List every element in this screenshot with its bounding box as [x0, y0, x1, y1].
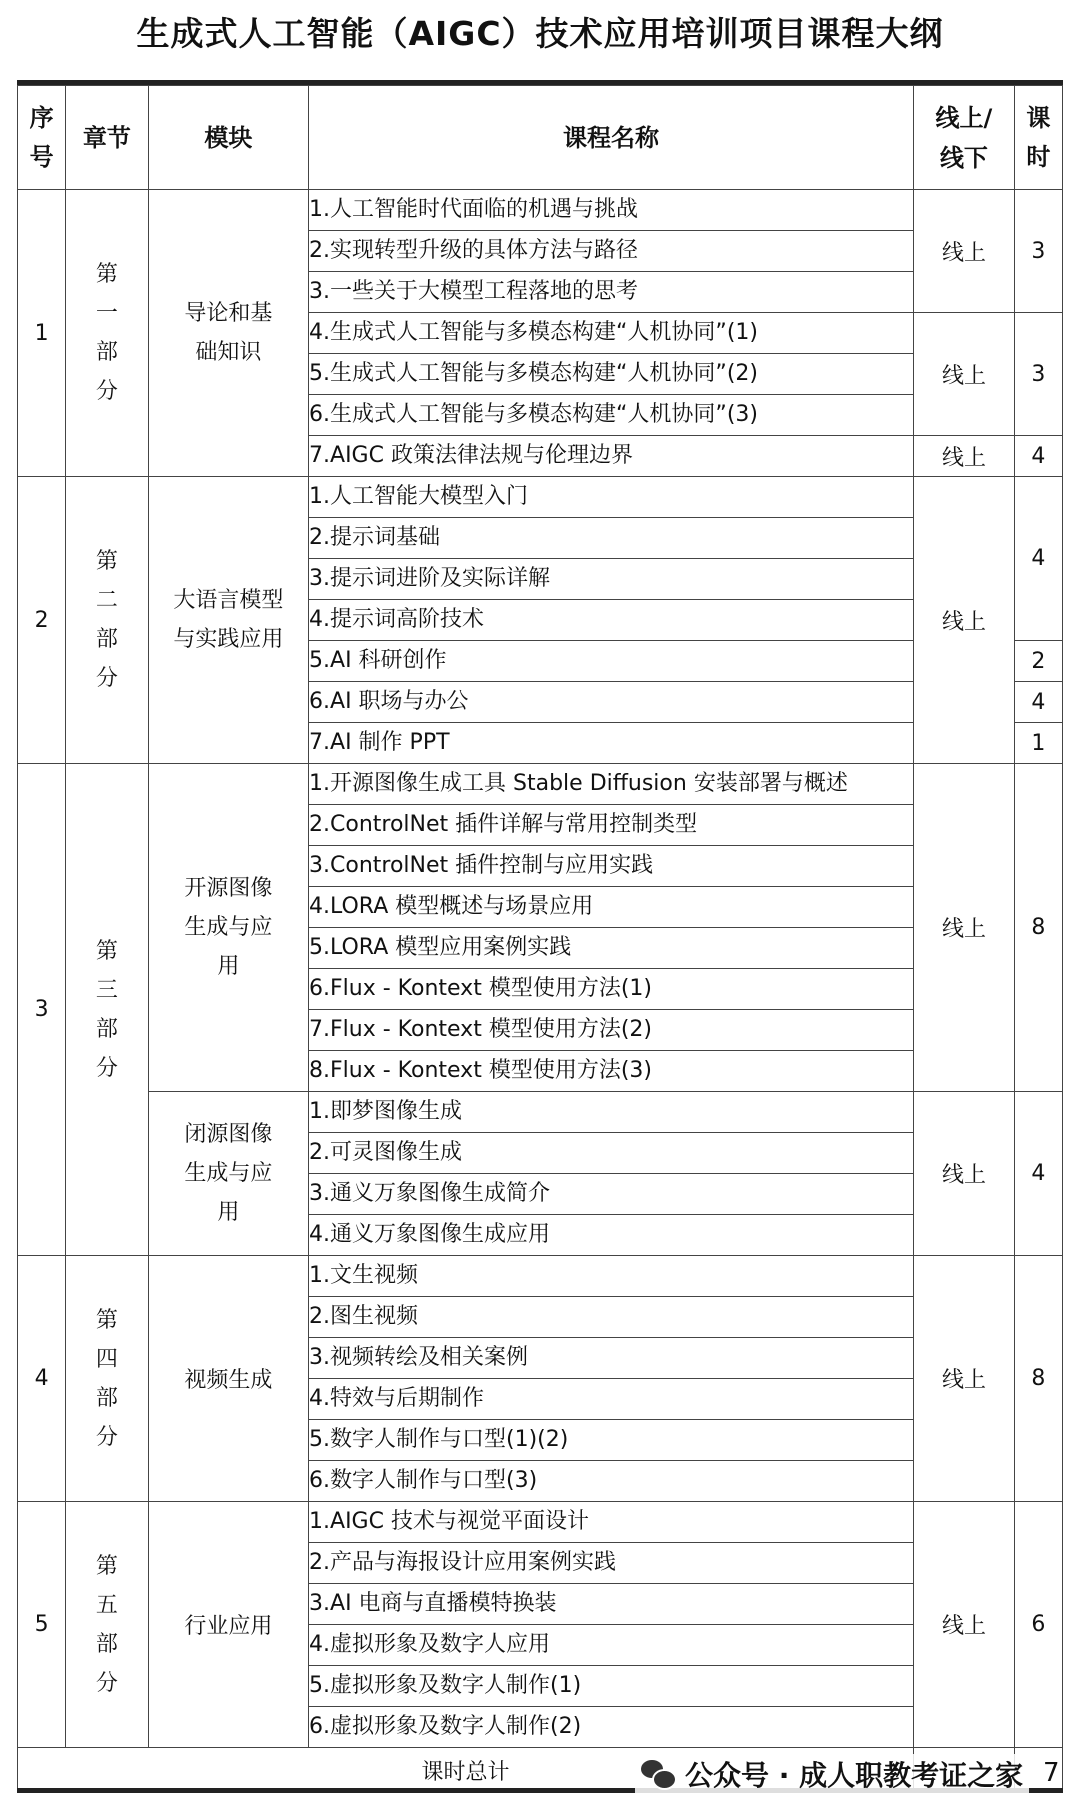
hours-cell: 2 [1014, 641, 1062, 682]
course-name: 1.人工智能时代面临的机遇与挑战 [309, 190, 914, 231]
course-name: 1.开源图像生成工具 Stable Diffusion 安装部署与概述 [309, 764, 914, 805]
course-name: 4.虚拟形象及数字人应用 [309, 1625, 914, 1666]
course-name: 2.可灵图像生成 [309, 1133, 914, 1174]
course-name: 2.提示词基础 [309, 518, 914, 559]
hours-cell: 4 [1014, 682, 1062, 723]
course-name: 3.视频转绘及相关案例 [309, 1338, 914, 1379]
mode-cell: 线上 [914, 436, 1015, 477]
chapter-cell: 第一部分 [66, 190, 149, 477]
hours-cell: 3 [1014, 190, 1062, 313]
course-name: 5.AI 科研创作 [309, 641, 914, 682]
header-module: 模块 [148, 86, 308, 190]
chapter-cell: 第三部分 [66, 764, 149, 1256]
course-name: 4.LORA 模型概述与场景应用 [309, 887, 914, 928]
course-name: 1.即梦图像生成 [309, 1092, 914, 1133]
header-chapter: 章节 [66, 86, 149, 190]
course-name: 2.图生视频 [309, 1297, 914, 1338]
table-row [18, 190, 1063, 231]
mode-cell: 线上 [914, 764, 1015, 1092]
total-label: 课时总计 [18, 1748, 914, 1793]
course-name: 6.生成式人工智能与多模态构建“人机协同”(3) [309, 395, 914, 436]
course-name: 3.通义万象图像生成简介 [309, 1174, 914, 1215]
course-name: 5.数字人制作与口型(1)(2) [309, 1420, 914, 1461]
hours-cell: 6 [1014, 1502, 1062, 1748]
mode-cell: 线上 [914, 1092, 1015, 1256]
table-row [18, 1502, 1063, 1543]
chapter-cell: 第五部分 [66, 1502, 149, 1748]
course-name: 2.产品与海报设计应用案例实践 [309, 1543, 914, 1584]
wechat-icon [641, 1760, 675, 1788]
section-num: 4 [18, 1256, 66, 1502]
module-cell: 行业应用 [148, 1502, 308, 1748]
stray-mark: 7 [1043, 1758, 1060, 1788]
mode-cell: 线上 [914, 477, 1015, 764]
header-course: 课程名称 [309, 86, 914, 190]
section-num: 5 [18, 1502, 66, 1748]
course-name: 6.AI 职场与办公 [309, 682, 914, 723]
course-name: 5.LORA 模型应用案例实践 [309, 928, 914, 969]
header-hours: 课时 [1014, 86, 1062, 190]
hours-cell: 4 [1014, 1092, 1062, 1256]
course-name: 7.AI 制作 PPT [309, 723, 914, 764]
section-num: 2 [18, 477, 66, 764]
course-name: 8.Flux - Kontext 模型使用方法(3) [309, 1051, 914, 1092]
hours-cell: 3 [1014, 313, 1062, 436]
course-name: 5.虚拟形象及数字人制作(1) [309, 1666, 914, 1707]
course-name: 3.ControlNet 插件控制与应用实践 [309, 846, 914, 887]
course-name: 5.生成式人工智能与多模态构建“人机协同”(2) [309, 354, 914, 395]
module-cell: 闭源图像生成与应用 [148, 1092, 308, 1256]
table-row [18, 477, 1063, 518]
course-name: 7.Flux - Kontext 模型使用方法(2) [309, 1010, 914, 1051]
header-row [18, 86, 1063, 190]
hours-cell: 4 [1014, 436, 1062, 477]
course-name: 2.实现转型升级的具体方法与路径 [309, 231, 914, 272]
hours-cell: 1 [1014, 723, 1062, 764]
course-name: 1.AIGC 技术与视觉平面设计 [309, 1502, 914, 1543]
course-name: 4.特效与后期制作 [309, 1379, 914, 1420]
course-name: 3.AI 电商与直播模特换装 [309, 1584, 914, 1625]
course-name: 7.AIGC 政策法律法规与伦理边界 [309, 436, 914, 477]
section-num: 3 [18, 764, 66, 1256]
module-cell: 大语言模型与实践应用 [148, 477, 308, 764]
course-outline-table [17, 85, 1063, 1793]
course-name: 1.文生视频 [309, 1256, 914, 1297]
course-name: 3.提示词进阶及实际详解 [309, 559, 914, 600]
course-name: 6.Flux - Kontext 模型使用方法(1) [309, 969, 914, 1010]
mode-cell: 线上 [914, 313, 1015, 436]
course-name: 2.ControlNet 插件详解与常用控制类型 [309, 805, 914, 846]
mode-cell: 线上 [914, 1502, 1015, 1748]
table-row [18, 1256, 1063, 1297]
header-mode: 线上/线下 [914, 86, 1015, 190]
course-name: 4.提示词高阶技术 [309, 600, 914, 641]
page-title: 生成式人工智能（AIGC）技术应用培训项目课程大纲 [136, 14, 944, 53]
course-name: 4.生成式人工智能与多模态构建“人机协同”(1) [309, 313, 914, 354]
table-row [18, 764, 1063, 805]
hours-cell: 8 [1014, 1256, 1062, 1502]
hours-cell: 4 [1014, 477, 1062, 641]
chapter-cell: 第四部分 [66, 1256, 149, 1502]
header-num: 序号 [18, 86, 66, 190]
mode-cell: 线上 [914, 190, 1015, 313]
mode-cell: 线上 [914, 1256, 1015, 1502]
course-name: 6.虚拟形象及数字人制作(2) [309, 1707, 914, 1748]
course-name: 4.通义万象图像生成应用 [309, 1215, 914, 1256]
chapter-cell: 第二部分 [66, 477, 149, 764]
module-cell: 导论和基础知识 [148, 190, 308, 477]
section-num: 1 [18, 190, 66, 477]
module-cell: 视频生成 [148, 1256, 308, 1502]
watermark [635, 1754, 1029, 1794]
watermark-text: 公众号 · 成人职教考证之家 [685, 1759, 1024, 1792]
course-name: 3.一些关于大模型工程落地的思考 [309, 272, 914, 313]
table-row [18, 1092, 1063, 1133]
module-cell: 开源图像生成与应用 [148, 764, 308, 1092]
course-name: 1.人工智能大模型入门 [309, 477, 914, 518]
course-name: 6.数字人制作与口型(3) [309, 1461, 914, 1502]
hours-cell: 8 [1014, 764, 1062, 1092]
